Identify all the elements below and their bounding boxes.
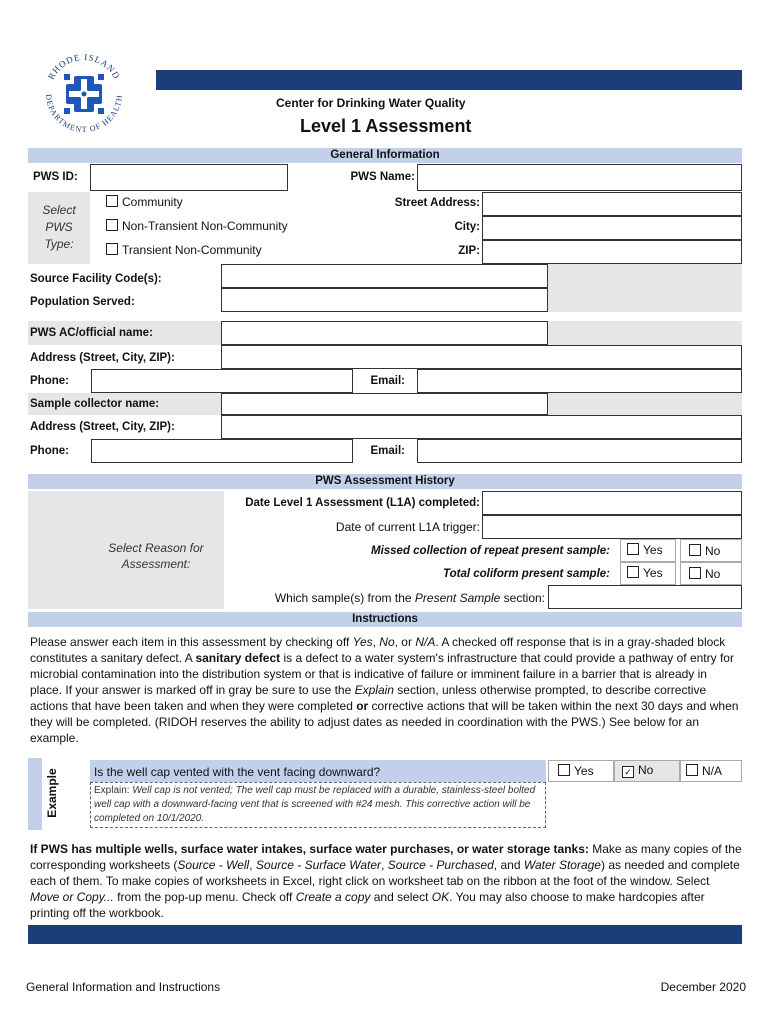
svg-text:DEPARTMENT OF HEALTH: DEPARTMENT OF HEALTH <box>43 93 125 135</box>
checkbox[interactable] <box>689 544 701 556</box>
missed-yes[interactable] <box>627 543 663 557</box>
checkbox[interactable] <box>689 567 701 579</box>
explain-text: Well cap is not vented; The well cap must be replaced with a durable, stainless-steel bolted well cap with a downward-facing vent that is screened with #24 mesh. This corrective action will be completed on 10/1/2020. <box>94 785 536 824</box>
t: Explain <box>354 683 394 697</box>
svg-text:RHODE ISLAND: RHODE ISLAND <box>45 51 123 82</box>
zip-field[interactable] <box>482 240 742 264</box>
address1-label: Address (Street, City, ZIP): <box>30 352 175 364</box>
t: , or <box>394 635 416 649</box>
type-ntnc[interactable] <box>106 219 288 233</box>
instructions-text <box>30 634 742 746</box>
which-text-end: section: <box>503 591 545 605</box>
missed-no[interactable] <box>689 544 720 558</box>
type-tnc[interactable] <box>106 243 262 257</box>
t: from the pop-up menu. Check off <box>113 890 296 904</box>
which-sample-field[interactable] <box>548 585 742 609</box>
t: ) as needed and complete each of them. To make copies of worksheets in Excel, right click on worksheet tab on the ribbon at the foot of the window. Select <box>30 858 740 888</box>
source-codes-label: Source Facility Code(s): <box>30 273 162 285</box>
t: Source - Purchased <box>387 858 494 872</box>
yes-label: Yes <box>643 543 663 557</box>
ridoh-logo <box>36 46 132 142</box>
t: Create a copy <box>295 890 371 904</box>
no-label: No <box>638 763 654 777</box>
phone1-label: Phone: <box>30 375 69 387</box>
t: Water Storage <box>523 858 601 872</box>
t: sanitary defect <box>195 651 281 665</box>
t: Please answer each item in this assessment by checking off <box>30 635 353 649</box>
l1a-completed-field[interactable] <box>482 491 742 515</box>
t: is a defect to a water system's infrastructure that could provide a pathway of entry for microbial contamination into the distribution system or that is indicative of failure or imminent failure in a barrier that is already in place. If your answer is marked off in gray be sure to use the <box>30 651 734 697</box>
checkbox[interactable] <box>627 566 639 578</box>
t: Source - Surface Water <box>255 858 382 872</box>
address2-label: Address (Street, City, ZIP): <box>30 421 175 433</box>
pws-id-label: PWS ID: <box>33 171 78 183</box>
example-explain <box>94 784 542 826</box>
l1a-trigger-label: Date of current L1A trigger: <box>335 520 480 534</box>
checkbox[interactable] <box>686 764 698 776</box>
yes-label: Yes <box>574 764 594 778</box>
t: OK <box>431 890 450 904</box>
example-question: Is the well cap vented with the vent facing downward? <box>94 765 381 779</box>
bottom-bar <box>28 925 742 944</box>
type-label: Non-Transient Non-Community <box>122 219 288 233</box>
source-codes-field[interactable] <box>221 264 548 288</box>
t: or <box>356 699 369 713</box>
t: and select <box>370 890 432 904</box>
example-yes[interactable] <box>558 764 594 778</box>
l1a-trigger-field[interactable] <box>482 515 742 539</box>
zip-label: ZIP: <box>458 245 480 257</box>
email2-label: Email: <box>370 445 405 457</box>
population-label: Population Served: <box>30 296 135 308</box>
center-name: Center for Drinking Water Quality <box>276 96 466 110</box>
instructions-band: Instructions <box>28 612 742 627</box>
t: No <box>379 635 395 649</box>
phone2-field[interactable] <box>91 439 353 463</box>
which-text: Which sample(s) from the <box>274 591 412 605</box>
t: , <box>249 858 256 872</box>
official-field[interactable] <box>221 321 548 345</box>
pws-name-label: PWS Name: <box>350 171 415 183</box>
checkbox[interactable] <box>106 195 118 207</box>
select-reason-label: Select Reason for Assessment: <box>108 541 204 571</box>
t: . You may also choose to make hardcopies after printing off the workbook. <box>30 890 705 920</box>
pws-name-field[interactable] <box>417 164 742 191</box>
address1-field[interactable] <box>221 345 742 369</box>
example-label: Example <box>45 768 59 818</box>
address2-field[interactable] <box>221 415 742 439</box>
t: . A checked off response that is in a gray-shaded block constitutes a sanitary defect. A <box>30 635 726 665</box>
t: , <box>381 858 388 872</box>
example-tab <box>28 758 42 830</box>
t: Move or Copy... <box>30 890 114 904</box>
email2-field[interactable] <box>417 439 742 463</box>
history-band: PWS Assessment History <box>28 474 742 489</box>
city-field[interactable] <box>482 216 742 240</box>
phone1-field[interactable] <box>91 369 353 393</box>
footer-left: General Information and Instructions <box>26 980 221 994</box>
no-label: No <box>705 567 721 581</box>
street-field[interactable] <box>482 192 742 216</box>
multiple-sources-text <box>30 841 742 921</box>
checkbox[interactable] <box>106 219 118 231</box>
checkbox[interactable] <box>106 243 118 255</box>
t: Source - Well <box>177 858 250 872</box>
type-label: Transient Non-Community <box>122 243 262 257</box>
t: , and <box>493 858 524 872</box>
official-label: PWS AC/official name: <box>30 327 153 339</box>
street-label: Street Address: <box>394 197 480 209</box>
checkbox[interactable] <box>627 543 639 555</box>
page-title: Level 1 Assessment <box>300 116 472 136</box>
t: Make as many copies of the corresponding worksheets ( <box>30 842 742 872</box>
checkbox[interactable] <box>558 764 570 776</box>
total-no[interactable] <box>689 567 720 581</box>
pws-id-field[interactable] <box>90 164 288 191</box>
phone2-label: Phone: <box>30 445 69 457</box>
shade-block <box>548 264 742 312</box>
general-info-band: General Information <box>28 148 742 163</box>
explain-label: Explain: <box>94 785 130 796</box>
yes-label: Yes <box>643 566 663 580</box>
collector-label: Sample collector name: <box>30 398 160 410</box>
footer-right: December 2020 <box>660 980 746 994</box>
header-bar <box>156 70 742 90</box>
checked-icon[interactable]: ✓ <box>622 766 634 778</box>
t: If PWS has multiple wells, surface water intakes, surface water purchases, or water storage tanks: <box>30 842 589 856</box>
t: corrective actions that will be taken within the next 30 days and when they will be completed. (RIDOH reserves the ability to adjust dates as needed in coordination with the PWS.) See below for an example. <box>30 699 739 745</box>
collector-field[interactable] <box>221 393 548 415</box>
example-no[interactable] <box>622 763 653 778</box>
which-sample-label <box>200 591 545 605</box>
t: section, unless otherwise prompted, to describe corrective actions that have been taken and when they were completed <box>30 683 707 713</box>
email1-field[interactable] <box>417 369 742 393</box>
type-community[interactable] <box>106 195 183 209</box>
type-label: Community <box>122 195 183 209</box>
total-label: Total coliform present sample: <box>443 568 610 580</box>
na-label: N/A <box>702 764 723 778</box>
t: N/A <box>415 635 436 649</box>
no-label: No <box>705 544 721 558</box>
which-italic: Present Sample <box>414 591 501 605</box>
missed-label: Missed collection of repeat present sample: <box>370 545 610 557</box>
population-field[interactable] <box>221 288 548 312</box>
select-pws-type-label: Select PWS Type: <box>42 203 76 251</box>
example-na[interactable] <box>686 764 722 778</box>
email1-label: Email: <box>370 375 405 387</box>
city-label: City: <box>454 221 480 233</box>
t: , <box>372 635 380 649</box>
l1a-completed-label: Date Level 1 Assessment (L1A) completed: <box>245 497 480 509</box>
total-yes[interactable] <box>627 566 663 580</box>
t: Yes <box>352 635 373 649</box>
